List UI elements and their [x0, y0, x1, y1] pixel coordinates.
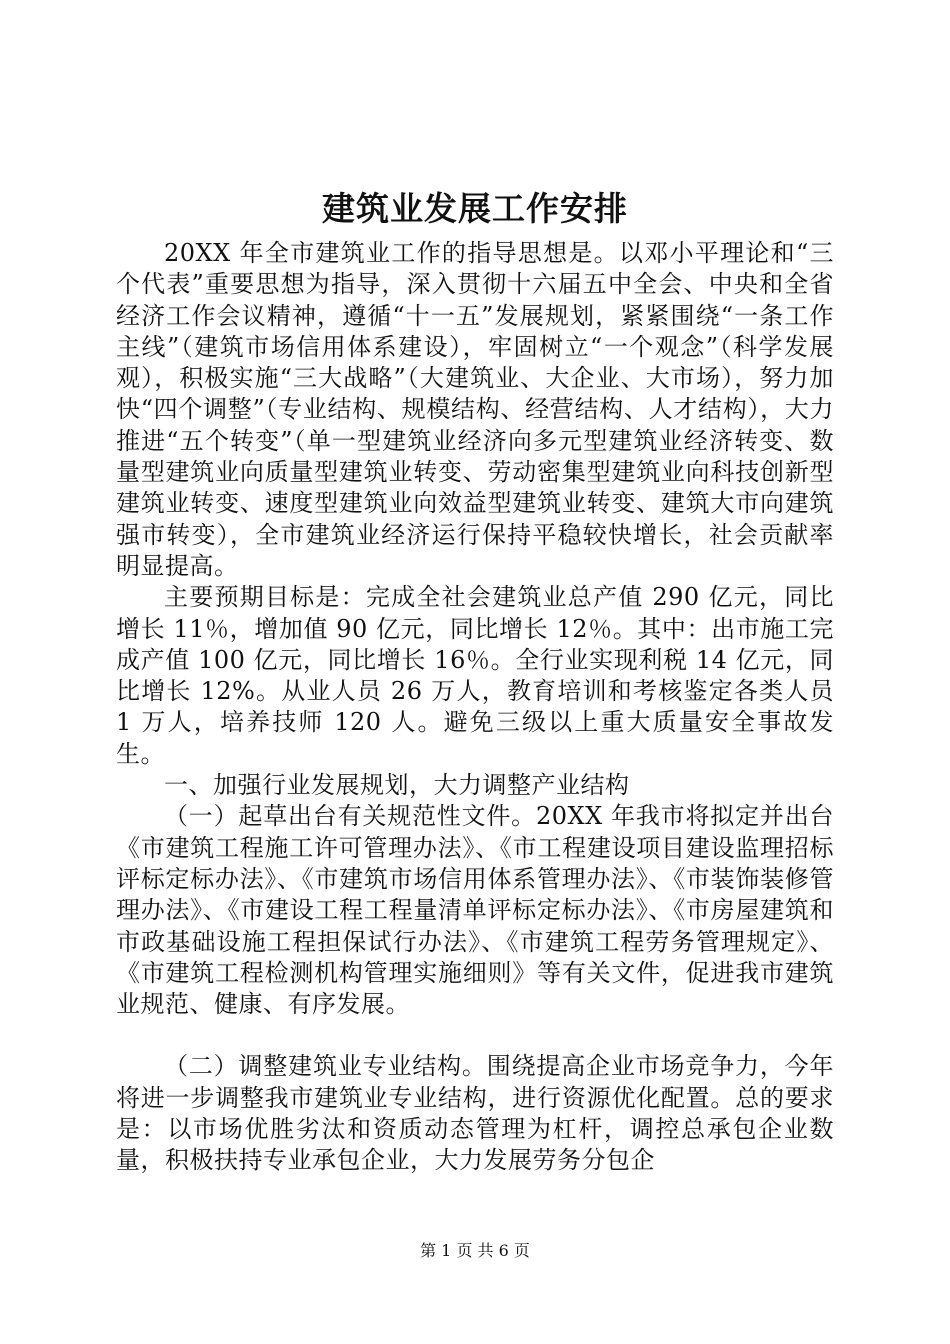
paragraph-main-targets: 主要预期目标是：完成全社会建筑业总产值 290 亿元，同比增长 11％，增加值 90 亿元，同比增长 12％。其中：出市施工完成产值 100 亿元，同比增长 16％。全行业实现利税 14 亿元，同比增长 12%。从业人员 26 万人，教育培训和考核鉴定各类人员 1 万人，培养技师 120 人。避免三级以上重大质量安全事故发生。	[116, 583, 834, 768]
page-footer: 第 1 页 共 6 页	[420, 1241, 530, 1260]
document-title: 建筑业发展工作安排	[322, 189, 628, 228]
paragraph-guiding-ideology: 20XX 年全市建筑业工作的指导思想是。以邓小平理论和“三个代表”重要思想为指导，深入贯彻十六届五中全会、中央和全省经济工作会议精神，遵循“十一五”发展规划，紧紧围绕“一条工作主线”（建筑市场信用体系建设），牢固树立“一个观念”（科学发展观），积极实施“三大战略”（大建筑业、大企业、大市场），努力加快“四个调整”（专业结构、规模结构、经营结构、人才结构），大力推进“五个转变”（单一型建筑业经济向多元型建筑业经济转变、数量型建筑业向质量型建筑业转变、劳动密集型建筑业向科技创新型建筑业转变、速度型建筑业向效益型建筑业转变、建筑大市向建筑强市转变），全市建筑业经济运行保持平稳较快增长，社会贡献率明显提高。	[116, 239, 834, 580]
paragraph-subsection-2: （二）调整建筑业专业结构。围绕提高企业市场竞争力，今年将进一步调整我市建筑业专业结构，进行资源优化配置。总的要求是：以市场优胜劣汰和资质动态管理为杠杆，调控总承包企业数量，积极扶持专业承包企业，大力发展劳务分包企	[116, 1052, 834, 1175]
section-heading-1: 一、加强行业发展规划，大力调整产业结构	[164, 771, 630, 800]
document-body	[116, 238, 834, 1177]
paragraph-subsection-1: （一）起草出台有关规范性文件。20XX 年我市将拟定并出台《市建筑工程施工许可管理办法》、《市工程建设项目建设监理招标评标定标办法》、《市建筑市场信用体系管理办法》、《市装饰装修管理办法》、《市建设工程工程量清单评标定标办法》、《市房屋建筑和市政基础设施工程担保试行办法》、《市建筑工程劳务管理规定》、《市建筑工程检测机构管理实施细则》等有关文件，促进我市建筑业规范、健康、有序发展。	[116, 802, 834, 1019]
